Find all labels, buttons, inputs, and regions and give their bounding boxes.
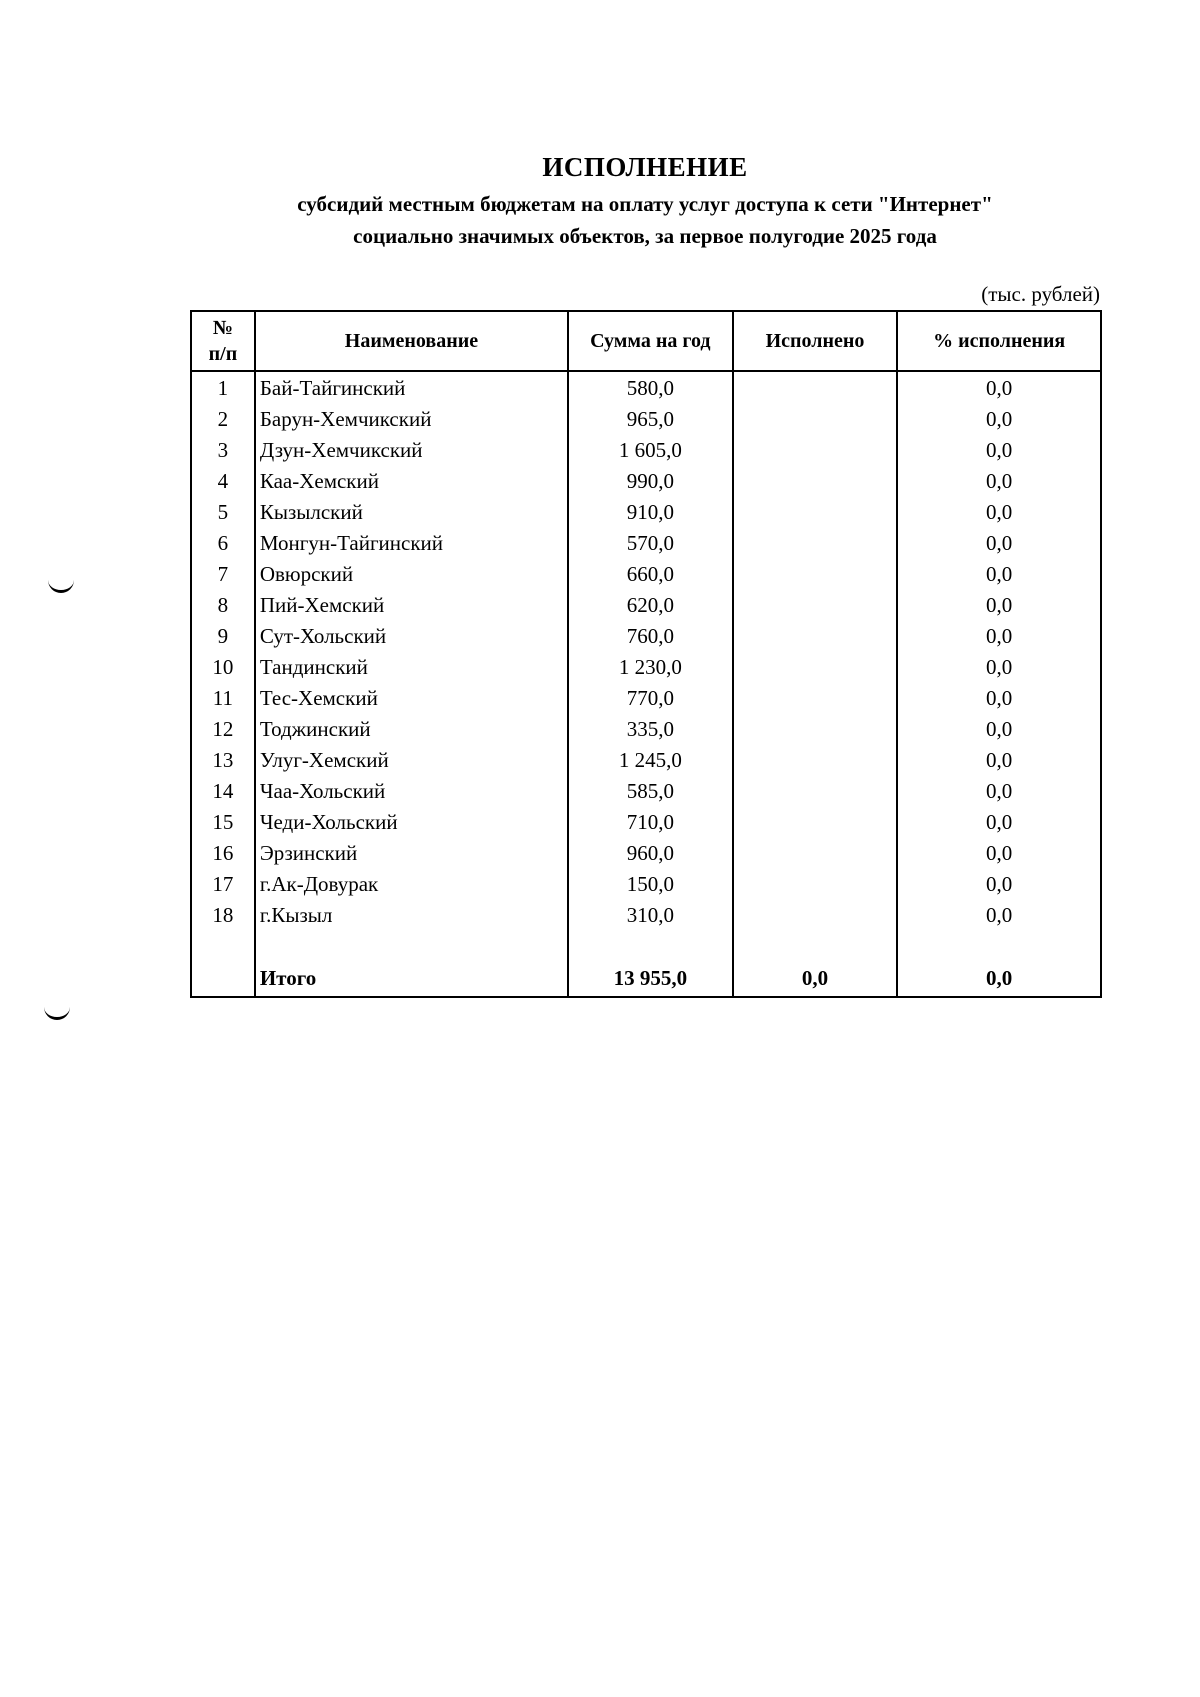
column-header-number-abbrev: п/п bbox=[208, 343, 238, 365]
table-body bbox=[191, 371, 1101, 997]
row-percent: 0,0 bbox=[897, 371, 1101, 403]
row-name: Каа-Хемский bbox=[255, 465, 568, 496]
row-name: г.Кызыл bbox=[255, 899, 568, 930]
row-percent: 0,0 bbox=[897, 620, 1101, 651]
row-number: 10 bbox=[191, 651, 255, 682]
row-sum: 910,0 bbox=[568, 496, 733, 527]
row-done bbox=[733, 744, 898, 775]
table-row bbox=[191, 558, 1101, 589]
row-done bbox=[733, 496, 898, 527]
row-number: 2 bbox=[191, 403, 255, 434]
scan-mark bbox=[44, 1003, 70, 1020]
row-number: 1 bbox=[191, 371, 255, 403]
row-name: Дзун-Хемчикский bbox=[255, 434, 568, 465]
row-percent: 0,0 bbox=[897, 496, 1101, 527]
row-sum: 570,0 bbox=[568, 527, 733, 558]
row-done bbox=[733, 899, 898, 930]
row-sum: 965,0 bbox=[568, 403, 733, 434]
table-row bbox=[191, 713, 1101, 744]
column-header-sum: Сумма на год bbox=[568, 311, 733, 371]
page-title: ИСПОЛНЕНИЕ bbox=[542, 152, 748, 182]
row-done bbox=[733, 527, 898, 558]
table-row bbox=[191, 682, 1101, 713]
row-sum: 660,0 bbox=[568, 558, 733, 589]
row-number: 4 bbox=[191, 465, 255, 496]
spacer-cell bbox=[568, 930, 733, 960]
report-table bbox=[190, 310, 1102, 998]
row-percent: 0,0 bbox=[897, 527, 1101, 558]
total-percent: 0,0 bbox=[897, 960, 1101, 997]
row-percent: 0,0 bbox=[897, 589, 1101, 620]
row-name: Улуг-Хемский bbox=[255, 744, 568, 775]
row-percent: 0,0 bbox=[897, 775, 1101, 806]
table-row bbox=[191, 496, 1101, 527]
row-done bbox=[733, 589, 898, 620]
table-row bbox=[191, 868, 1101, 899]
spacer-cell bbox=[733, 930, 898, 960]
row-name: Эрзинский bbox=[255, 837, 568, 868]
table-row bbox=[191, 434, 1101, 465]
table-row bbox=[191, 465, 1101, 496]
table-row bbox=[191, 899, 1101, 930]
row-percent: 0,0 bbox=[897, 403, 1101, 434]
column-header-number-symbol: № bbox=[212, 317, 233, 339]
row-done bbox=[733, 403, 898, 434]
row-done bbox=[733, 465, 898, 496]
row-name: Барун-Хемчикский bbox=[255, 403, 568, 434]
row-percent: 0,0 bbox=[897, 744, 1101, 775]
row-done bbox=[733, 868, 898, 899]
row-done bbox=[733, 371, 898, 403]
row-number: 6 bbox=[191, 527, 255, 558]
row-sum: 990,0 bbox=[568, 465, 733, 496]
row-number: 18 bbox=[191, 899, 255, 930]
table-row bbox=[191, 620, 1101, 651]
row-number: 11 bbox=[191, 682, 255, 713]
units-label: (тыс. рублей) bbox=[981, 282, 1100, 306]
row-percent: 0,0 bbox=[897, 868, 1101, 899]
row-percent: 0,0 bbox=[897, 465, 1101, 496]
table-row bbox=[191, 837, 1101, 868]
row-sum: 1 230,0 bbox=[568, 651, 733, 682]
table-spacer-row bbox=[191, 930, 1101, 960]
spacer-cell bbox=[191, 930, 255, 960]
total-done: 0,0 bbox=[733, 960, 898, 997]
row-done bbox=[733, 775, 898, 806]
row-name: Сут-Хольский bbox=[255, 620, 568, 651]
spacer-cell bbox=[255, 930, 568, 960]
table-header-row bbox=[191, 311, 1101, 371]
row-name: Чаа-Хольский bbox=[255, 775, 568, 806]
row-sum: 1 245,0 bbox=[568, 744, 733, 775]
subtitle-line-2: социально значимых объектов, за первое полугодие 2025 года bbox=[353, 224, 937, 248]
table-row bbox=[191, 775, 1101, 806]
row-sum: 585,0 bbox=[568, 775, 733, 806]
row-done bbox=[733, 682, 898, 713]
row-number: 15 bbox=[191, 806, 255, 837]
row-number: 8 bbox=[191, 589, 255, 620]
row-sum: 150,0 bbox=[568, 868, 733, 899]
row-sum: 1 605,0 bbox=[568, 434, 733, 465]
row-percent: 0,0 bbox=[897, 651, 1101, 682]
spacer-cell bbox=[897, 930, 1101, 960]
row-sum: 710,0 bbox=[568, 806, 733, 837]
row-name: Овюрский bbox=[255, 558, 568, 589]
row-name: Монгун-Тайгинский bbox=[255, 527, 568, 558]
total-sum: 13 955,0 bbox=[568, 960, 733, 997]
row-sum: 960,0 bbox=[568, 837, 733, 868]
row-name: г.Ак-Довурак bbox=[255, 868, 568, 899]
row-percent: 0,0 bbox=[897, 713, 1101, 744]
column-header-name: Наименование bbox=[255, 311, 568, 371]
row-number: 9 bbox=[191, 620, 255, 651]
total-label: Итого bbox=[255, 960, 568, 997]
row-sum: 770,0 bbox=[568, 682, 733, 713]
row-name: Тес-Хемский bbox=[255, 682, 568, 713]
row-number: 14 bbox=[191, 775, 255, 806]
row-number: 5 bbox=[191, 496, 255, 527]
row-sum: 580,0 bbox=[568, 371, 733, 403]
row-done bbox=[733, 434, 898, 465]
column-header-percent: % исполнения bbox=[897, 311, 1101, 371]
table-row bbox=[191, 651, 1101, 682]
row-percent: 0,0 bbox=[897, 434, 1101, 465]
row-number: 13 bbox=[191, 744, 255, 775]
row-percent: 0,0 bbox=[897, 899, 1101, 930]
total-number-cell bbox=[191, 960, 255, 997]
row-done bbox=[733, 713, 898, 744]
row-done bbox=[733, 620, 898, 651]
row-percent: 0,0 bbox=[897, 837, 1101, 868]
table-total-row bbox=[191, 960, 1101, 997]
row-done bbox=[733, 806, 898, 837]
row-sum: 335,0 bbox=[568, 713, 733, 744]
column-header-done: Исполнено bbox=[733, 311, 898, 371]
row-number: 7 bbox=[191, 558, 255, 589]
row-percent: 0,0 bbox=[897, 558, 1101, 589]
row-done bbox=[733, 837, 898, 868]
scan-mark bbox=[48, 576, 74, 593]
row-number: 12 bbox=[191, 713, 255, 744]
row-name: Чеди-Хольский bbox=[255, 806, 568, 837]
table-row bbox=[191, 744, 1101, 775]
row-sum: 620,0 bbox=[568, 589, 733, 620]
row-done bbox=[733, 651, 898, 682]
subtitle-line-1: субсидий местным бюджетам на оплату услуг доступа к сети "Интернет" bbox=[297, 192, 993, 216]
table-row bbox=[191, 589, 1101, 620]
row-percent: 0,0 bbox=[897, 806, 1101, 837]
table-row bbox=[191, 806, 1101, 837]
row-name: Тоджинский bbox=[255, 713, 568, 744]
row-name: Пий-Хемский bbox=[255, 589, 568, 620]
table-row bbox=[191, 371, 1101, 403]
row-done bbox=[733, 558, 898, 589]
table-row bbox=[191, 403, 1101, 434]
row-number: 17 bbox=[191, 868, 255, 899]
column-header-number bbox=[191, 311, 255, 371]
row-number: 3 bbox=[191, 434, 255, 465]
row-sum: 310,0 bbox=[568, 899, 733, 930]
row-number: 16 bbox=[191, 837, 255, 868]
row-name: Бай-Тайгинский bbox=[255, 371, 568, 403]
row-percent: 0,0 bbox=[897, 682, 1101, 713]
row-sum: 760,0 bbox=[568, 620, 733, 651]
row-name: Тандинский bbox=[255, 651, 568, 682]
row-name: Кызылский bbox=[255, 496, 568, 527]
table-row bbox=[191, 527, 1101, 558]
